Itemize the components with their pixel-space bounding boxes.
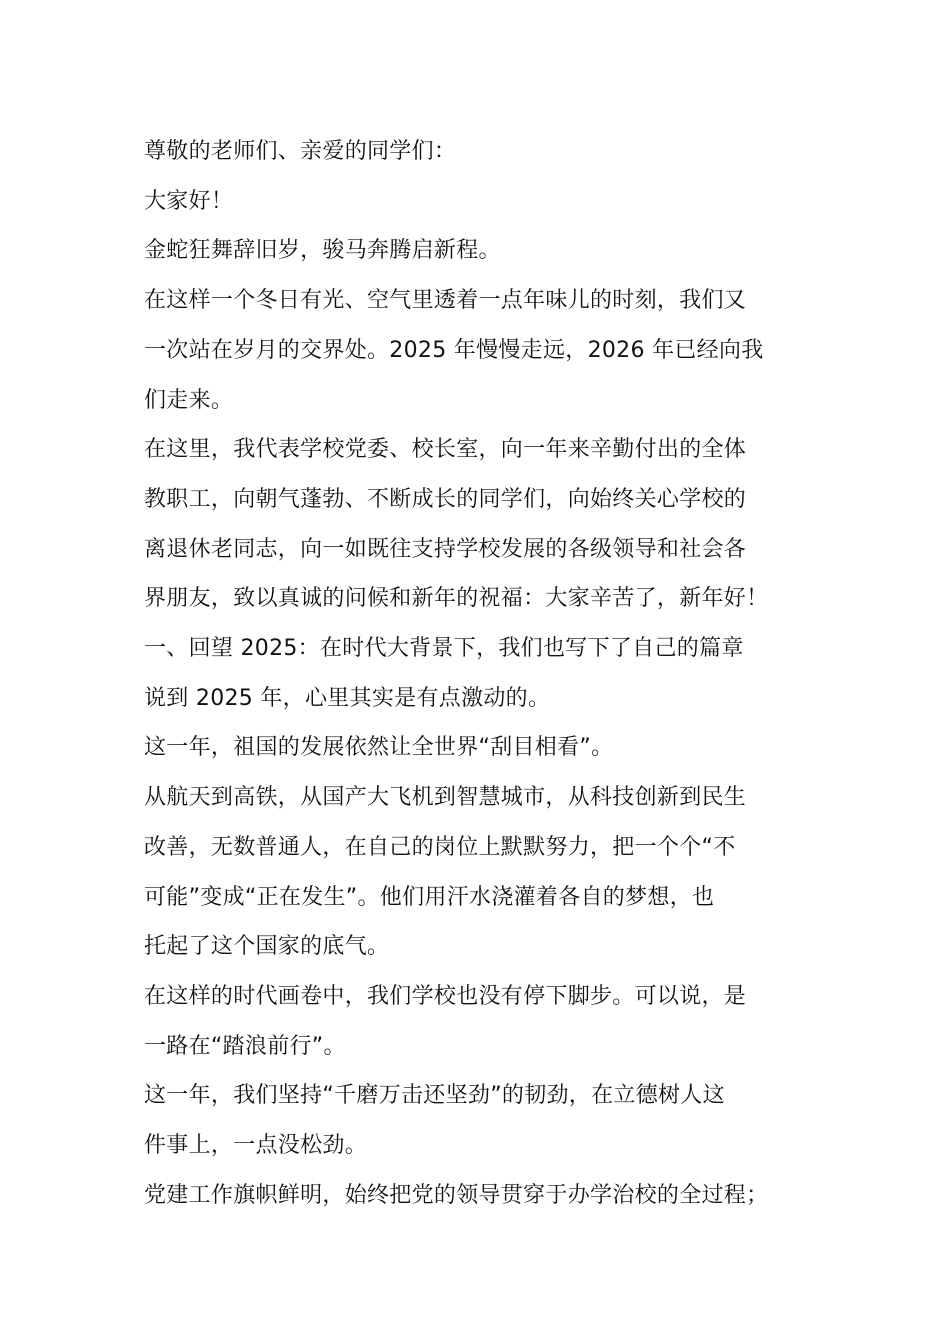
paragraph: 从航天到高铁，从国产大飞机到智慧城市，从科技创新到民生 改善，无数普通人，在自己的岗位上默默努力，把一个个“不 可能”变成“正在发生”。他们用汗水浇灌着各自的梦想，也 托起了这个国家的底气。 — [144, 785, 747, 960]
paragraph: 党建工作旗帜鲜明，始终把党的领导贯穿于办学治校的全过程； — [144, 1182, 769, 1208]
paragraph: 说到 2025 年，心里其实是有点激动的。 — [144, 685, 551, 711]
salutation: 尊敬的老师们、亲爱的同学们： — [144, 139, 457, 164]
paragraph: 这一年，我们坚持“千磨万击还坚劲”的韧劲，在立德树人这 件事上，一点没松劲。 — [144, 1083, 725, 1159]
document-body — [144, 127, 814, 1220]
paragraph: 在这里，我代表学校党委、校长室，向一年来辛勤付出的全体 教职工，向朝气蓬勃、不断成长的同学们，向始终关心学校的 离退休老同志，向一如既往支持学校发展的各级领导和社会各 界朋友，致以真诚的问候和新年的祝福：大家辛苦了，新年好！ — [144, 437, 769, 612]
paragraph: 这一年，祖国的发展依然让全世界“刮目相看”。 — [144, 735, 614, 761]
paragraph: 在这样一个冬日有光、空气里透着一点年味儿的时刻，我们又 一次站在岁月的交界处。2025 年慢慢走远，2026 年已经向我 们走来。 — [144, 288, 764, 413]
opening-couplet: 金蛇狂舞辞旧岁，骏马奔腾启新程。 — [144, 238, 501, 264]
paragraph: 在这样的时代画卷中，我们学校也没有停下脚步。可以说，是 一路在“踏浪前行”。 — [144, 983, 747, 1059]
section-heading: 一、回望 2025：在时代大背景下，我们也写下了自己的篇章 — [144, 636, 744, 662]
greeting: 大家好！ — [144, 188, 234, 214]
